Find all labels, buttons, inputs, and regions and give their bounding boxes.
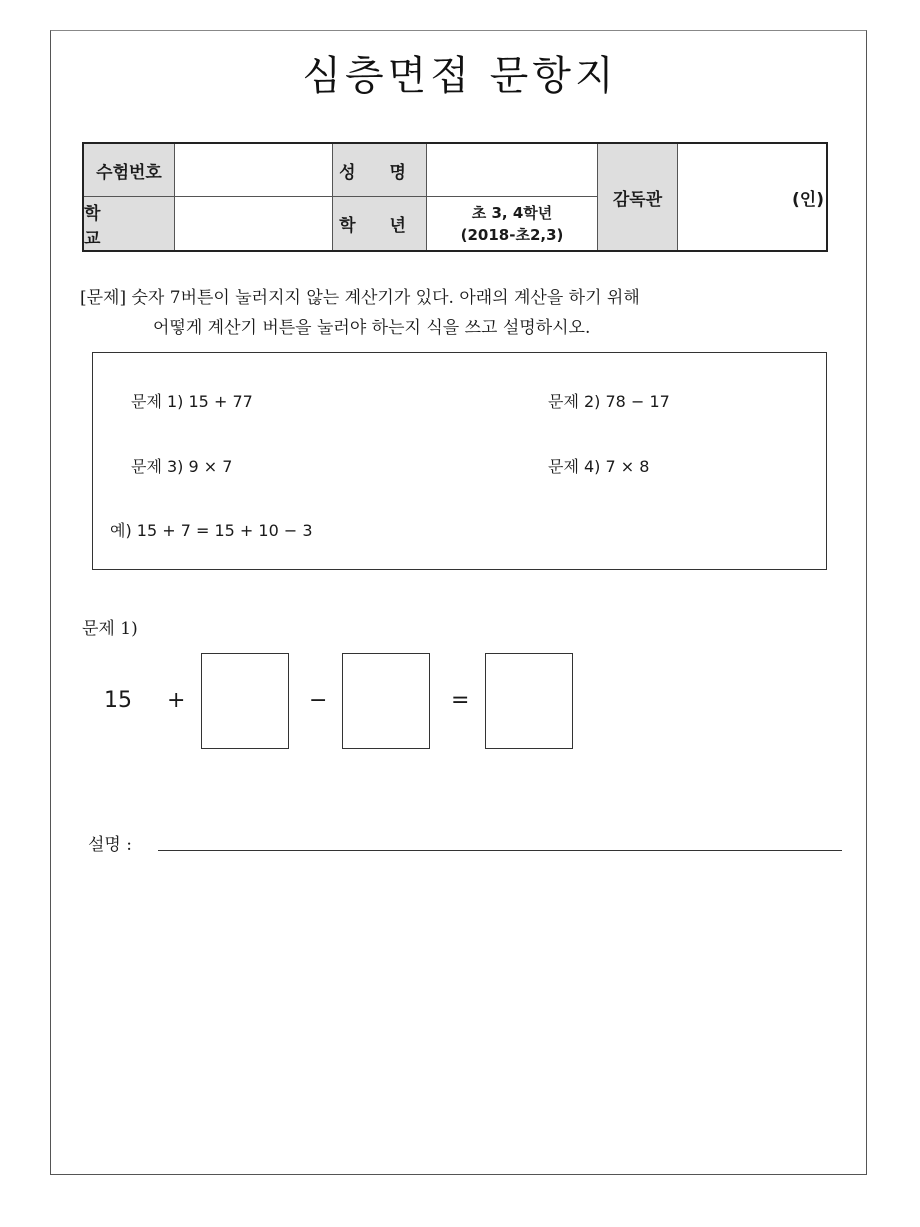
school-label: 학 교 [84, 197, 174, 250]
problem-4: 문제 4) 7 × 8 [548, 457, 650, 476]
answer-blank-2[interactable] [342, 653, 430, 749]
minus-operator: − [309, 688, 328, 713]
answer-blank-3[interactable] [485, 653, 573, 749]
problem-prompt: [문제] 숫자 7버튼이 눌러지지 않는 계산기가 있다. 아래의 계산을 하기 위해 어떻게 계산기 버튼을 눌러야 하는지 식을 쓰고 설명하시오. [80, 288, 640, 338]
exam-number-label: 수험번호 [84, 144, 174, 196]
equals-operator: = [451, 688, 470, 713]
school-field[interactable] [175, 197, 332, 250]
problems-box [92, 352, 827, 570]
exam-number-field[interactable] [175, 144, 332, 196]
problem-2: 문제 2) 78 − 17 [548, 392, 670, 411]
problem-3: 문제 3) 9 × 7 [131, 457, 233, 476]
plus-operator: + [167, 688, 186, 713]
start-number: 15 [104, 688, 132, 713]
grade-label: 학 년 [333, 197, 426, 250]
example: 예) 15 + 7 = 15 + 10 − 3 [110, 521, 313, 540]
explanation-label: 설명 : [88, 835, 132, 855]
name-label: 성 명 [333, 144, 426, 196]
answer-section-label: 문제 1) [82, 619, 138, 639]
supervisor-seal-field[interactable] [678, 144, 826, 250]
explanation-line[interactable] [158, 850, 842, 851]
seal-label: (인) [792, 189, 824, 210]
name-field[interactable] [427, 144, 597, 196]
supervisor-label: 감독관 [598, 144, 677, 250]
info-table [82, 142, 828, 252]
problem-1: 문제 1) 15 + 77 [131, 392, 253, 411]
answer-blank-1[interactable] [201, 653, 289, 749]
document-title: 심층면접 문항지 [302, 53, 618, 99]
grade-value: 초 3, 4학년 (2018-초2,3) [460, 203, 564, 244]
